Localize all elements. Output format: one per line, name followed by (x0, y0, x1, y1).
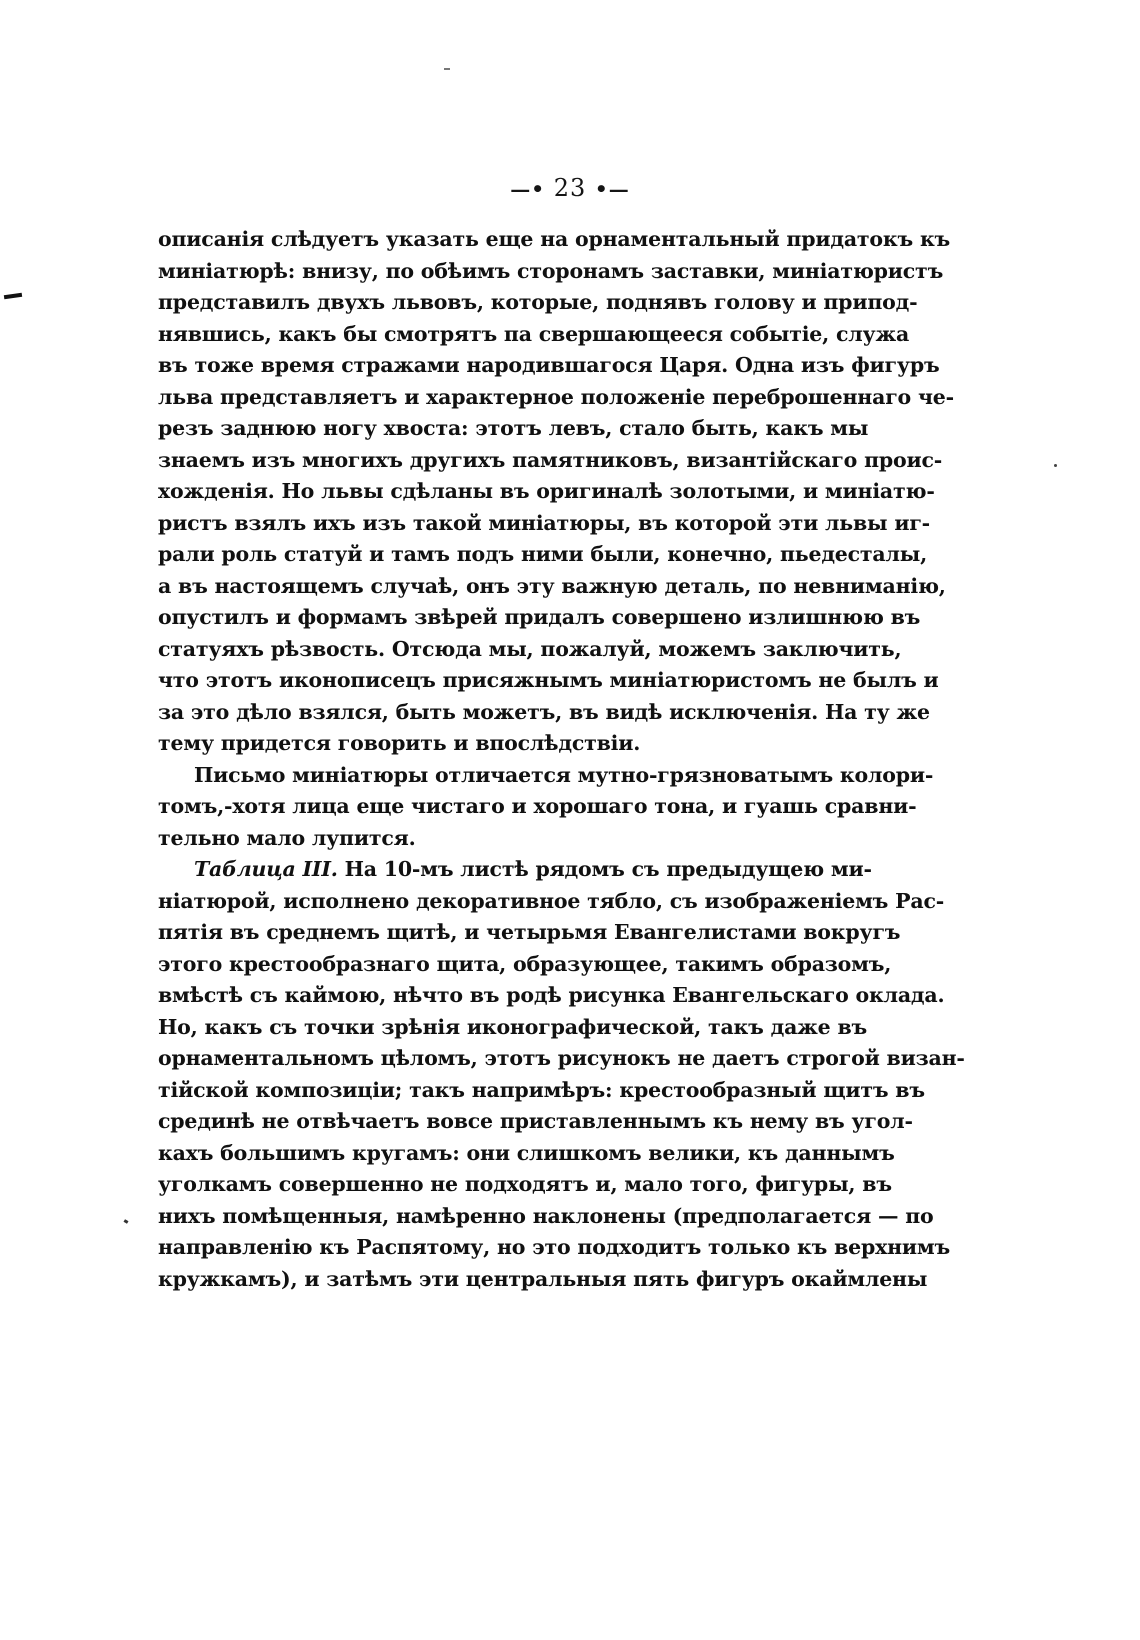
text-line: резъ заднюю ногу хвоста: этотъ левъ, стало быть, какъ мы (158, 416, 869, 440)
scan-mark-left (4, 293, 22, 299)
text-line: нявшись, какъ бы смотрятъ па свершающееся событіе, служа (158, 321, 910, 346)
ornament-left: —• (510, 177, 546, 201)
text-line: Письмо миніатюры отличается мутно-грязноватымъ колори- (194, 762, 934, 787)
scan-speck-bottom-left (124, 1219, 129, 1224)
text-line: пятія въ среднемъ щитѣ, и четырьмя Евангелистами вокругъ (158, 920, 901, 944)
text-line: ристъ взялъ ихъ изъ такой миніатюры, въ которой эти львы иг- (158, 510, 930, 535)
text-line: за это дѣло взялся, быть можетъ, въ видѣ исключенія. На ту же (158, 699, 930, 724)
text-line: знаемъ изъ многихъ другихъ памятниковъ, византійскаго проис- (158, 447, 943, 472)
text-line: нихъ помѣщенныя, намѣренно наклонены (предполагается — по (158, 1203, 934, 1228)
text-line: а въ настоящемъ случаѣ, онъ эту важную деталь, по невниманію, (158, 573, 946, 598)
text-line: томъ,-хотя лица еще чистаго и хорошаго тона, и гуашь сравни- (158, 794, 917, 818)
text-line (158, 854, 872, 886)
text-line: представилъ двухъ львовъ, которые, поднявъ голову и припод- (158, 290, 918, 314)
text-line: ніатюрой, исполнено декоративное тябло, съ изображеніемъ Рас- (158, 888, 945, 913)
text-line: направленію къ Распятому, но это подходитъ только къ верхнимъ (158, 1235, 951, 1259)
text-line: срединѣ не отвѣчаетъ вовсе приставленнымъ къ нему въ угол- (158, 1109, 913, 1133)
text-line: вмѣстѣ съ каймою, нѣчто въ родѣ рисунка Евангельскаго оклада. (158, 983, 945, 1007)
page-number-text: 23 (553, 174, 587, 202)
scan-speck (444, 68, 450, 70)
paragraph-2 (158, 760, 934, 855)
text-line: орнаментальномъ цѣломъ, этотъ рисунокъ не даетъ строгой визан- (158, 1046, 965, 1070)
text-line: кружкамъ), и затѣмъ эти центральныя пять фигуръ окаймлены (158, 1266, 928, 1291)
text-line: тему придется говорить и впослѣдствіи. (158, 731, 641, 755)
paragraph-3 (158, 854, 965, 1295)
text-line: хожденія. Но львы сдѣланы въ оригиналѣ золотыми, и миніатю- (158, 479, 935, 503)
scan-speck-right (1054, 464, 1057, 467)
text-line: тельно мало лупится. (158, 825, 416, 850)
text-line: Но, какъ съ точки зрѣнія иконографической, такъ даже въ (158, 1014, 868, 1039)
text-line: этого крестообразнаго щита, образующее, такимъ образомъ, (158, 951, 892, 976)
text-line: тійской композиціи; такъ напримѣръ: крестообразный щитъ въ (158, 1077, 925, 1102)
text-line: кахъ большимъ кругамъ: они слишкомъ велики, къ даннымъ (158, 1140, 895, 1165)
text-line: уголкамъ совершенно не подходятъ и, мало того, фигуры, въ (158, 1172, 892, 1196)
ornament-right: •— (594, 177, 630, 201)
text-line: что этотъ иконописецъ присяжнымъ миніатюристомъ не былъ и (158, 668, 939, 692)
text-line: описанія слѣдуетъ указать еще на орнаментальный придатокъ къ (158, 227, 951, 251)
text-line: рали роль статуй и тамъ подъ ними были, конечно, пьедесталы, (158, 542, 928, 566)
text-line: миніатюрѣ: внизу, по обѣимъ сторонамъ заставки, миніатюристъ (158, 258, 944, 283)
text-line: въ тоже время стражами народившагося Царя. Одна изъ фигуръ (158, 353, 940, 377)
text-line: опустилъ и формамъ звѣрей придалъ совершено излишнюю въ (158, 605, 921, 629)
page-number (0, 172, 1140, 205)
text-line-rest: На 10-мъ листѣ рядомъ съ предыдущею ми- (344, 857, 872, 881)
text-line: льва представляетъ и характерное положеніе переброшеннаго че- (158, 384, 954, 409)
table-label: Таблица III. (194, 857, 338, 881)
paragraph-1 (158, 224, 954, 760)
page-text (158, 224, 965, 1295)
text-line: статуяхъ рѣзвость. Отсюда мы, пожалуй, можемъ заключить, (158, 636, 902, 661)
